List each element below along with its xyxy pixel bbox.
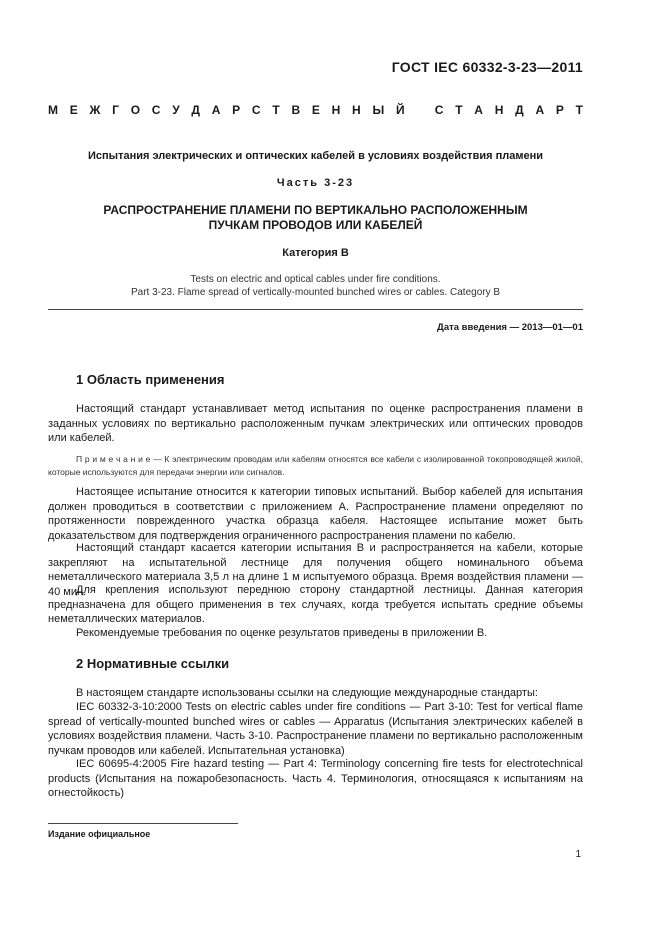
- interstate-letter: Д: [515, 103, 524, 117]
- interstate-letter: С: [434, 103, 444, 117]
- interstate-letter: Г: [112, 103, 119, 117]
- divider: [48, 309, 583, 310]
- main-title-line-1: РАСПРОСТРАНЕНИЕ ПЛАМЕНИ ПО ВЕРТИКАЛЬНО РАСПОЛОЖЕННЫМ: [103, 203, 528, 217]
- document-part: Часть 3-23: [276, 177, 355, 189]
- paragraph-text: Настоящий стандарт касается категории испытания В и распространяется на кабели, которые закрепляют на испытательной лестнице для получения общего номинального объема неметаллического материала 3,5 л на длине 1 м испытуемого образца. Время воздействия пламени — 40 мин.: [48, 542, 583, 598]
- interstate-letter: Т: [272, 103, 280, 117]
- note-text: — К электрическим проводам или кабелям относятся все кабели с изолированной токопроводящей жилой, которые используются для передачи энергии или сигналов.: [48, 454, 583, 477]
- document-subject: Испытания электрических и оптических кабелей в условиях воздействия пламени: [88, 150, 543, 162]
- interstate-letter: М: [48, 103, 58, 117]
- interstate-letter: С: [251, 103, 261, 117]
- interstate-letter: А: [535, 103, 545, 117]
- interstate-letter: А: [211, 103, 221, 117]
- introduction-date: Дата введения — 2013—01—01: [437, 322, 583, 333]
- section-1-paragraph-1: [48, 402, 583, 446]
- reference-text: IEC 60695-4:2005 Fire hazard testing — Part 4: Terminology concerning fire tests for electrotechnical products (Испытания на пожаробезопасность. Часть 4. Терминология, относящаяся к испытаниям на огнестойкость): [48, 758, 583, 800]
- interstate-letter: Д: [191, 103, 200, 117]
- interstate-letter: Ы: [372, 103, 385, 117]
- interstate-letter: О: [130, 103, 141, 117]
- section-1-note: [48, 453, 583, 479]
- interstate-letter: Н: [352, 103, 361, 117]
- interstate-letter: Е: [311, 103, 320, 117]
- standard-code: ГОСТ IEC 60332-3-23—2011: [391, 59, 583, 75]
- section-1-paragraph-4: [48, 583, 583, 627]
- english-title-line-2: Part 3-23. Flame spread of vertically-mounted bunched wires or cables. Category B: [130, 287, 501, 298]
- interstate-letter: Т: [455, 103, 463, 117]
- normative-reference-1: [48, 700, 583, 758]
- normative-reference-2: [48, 757, 583, 801]
- interstate-letter: [416, 103, 423, 117]
- edition-label: Издание официальное: [48, 829, 151, 839]
- paragraph-text: Настоящий стандарт устанавливает метод испытания по оценке распространения пламени в заданных условиях по вертикально расположенным пучкам электрических или оптических проводов или кабелей.: [48, 403, 583, 445]
- section-2-paragraph-1: [48, 686, 583, 701]
- interstate-letter: Ж: [89, 103, 101, 117]
- interstate-letter: Н: [494, 103, 504, 117]
- paragraph-text: В настоящем стандарте использованы ссылки на следующие международные стандарты:: [76, 687, 538, 699]
- page-number: 1: [575, 849, 581, 860]
- interstate-letter: У: [172, 103, 180, 117]
- interstate-letter: С: [151, 103, 161, 117]
- english-title-line-1: Tests on electric and optical cables under fire conditions.: [190, 274, 441, 285]
- section-1-paragraph-2: [48, 485, 583, 543]
- interstate-standard-heading: [48, 103, 583, 117]
- interstate-letter: В: [291, 103, 301, 117]
- interstate-letter: Е: [69, 103, 78, 117]
- footer-divider: [48, 823, 238, 824]
- reference-text: IEC 60332-3-10:2000 Tests on electric cables under fire conditions — Part 3-10: Test for vertical flame spread of vertically-mounted bunched wires or cables — Apparatus (Испытания электрических кабелей в условиях воздействия пламени. Часть 3-10. Распространение пламени по вертикально расположенным пучкам проводов или кабелей. Испытательная установка): [48, 701, 583, 757]
- interstate-letter: Т: [575, 103, 583, 117]
- interstate-letter: Н: [331, 103, 341, 117]
- main-title-line-2: ПУЧКАМ ПРОВОДОВ ИЛИ КАБЕЛЕЙ: [208, 218, 423, 232]
- document-main-title: [48, 203, 583, 233]
- section-1-heading: 1 Область применения: [76, 372, 225, 387]
- document-category: Категория В: [282, 247, 349, 259]
- paragraph-text: Для крепления используют переднюю сторону стандартной лестницы. Данная категория предназначена для общего применения в тех случаях, когда требуется испытать средние объемы неметаллических материалов.: [48, 584, 583, 626]
- section-1-paragraph-5: [48, 626, 583, 641]
- section-2-heading: 2 Нормативные ссылки: [76, 656, 230, 671]
- interstate-letter: А: [474, 103, 483, 117]
- interstate-letter: Й: [395, 103, 405, 117]
- interstate-letter: Р: [232, 103, 241, 117]
- note-label: П р и м е ч а н и е: [76, 454, 151, 464]
- english-title: [48, 273, 583, 299]
- paragraph-text: Настоящее испытание относится к категории типовых испытаний. Выбор кабелей для испытания должен проводиться в соответствии с приложением А. Распространение пламени определяют по протяженности поврежденного участка образца кабеля. Настоящее испытание может быть доказательством для подтверждения ограниченного распространения пламени по кабелю.: [48, 486, 583, 542]
- interstate-letter: Р: [555, 103, 564, 117]
- paragraph-text: Рекомендуемые требования по оценке результатов приведены в приложении В.: [76, 627, 488, 639]
